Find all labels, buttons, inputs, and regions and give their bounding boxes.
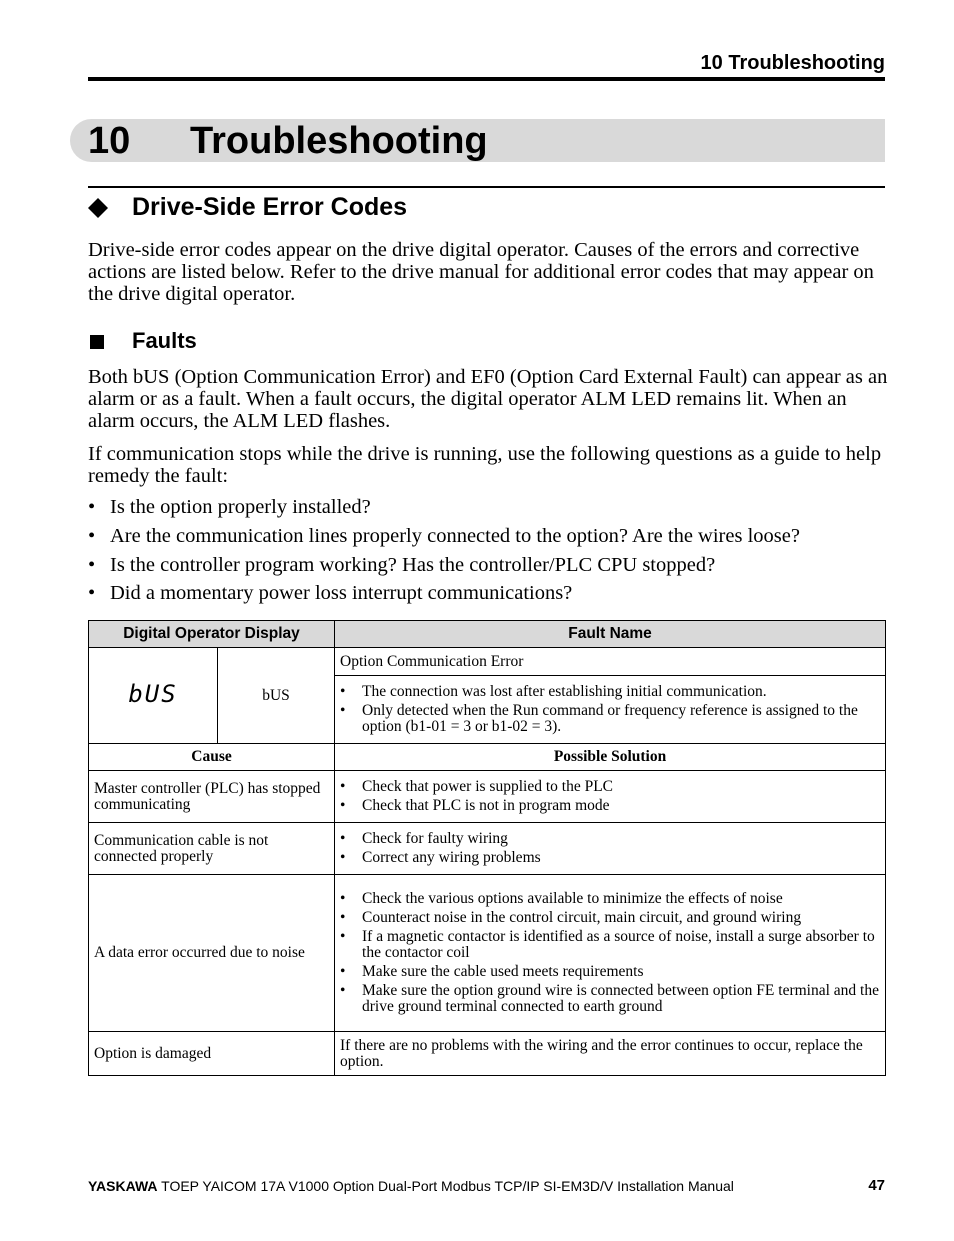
seven-segment-display: bUS [128, 679, 178, 708]
list-item: • Make sure the cable used meets requirements [340, 964, 880, 980]
list-item: • Check that PLC is not in program mode [340, 798, 880, 814]
footer-manual-title: TOEP YAICOM 17A V1000 Option Dual-Port Modbus TCP/IP SI-EM3D/V Installation Manual [161, 1178, 734, 1194]
cause-cell: Communication cable is not connected properly [89, 823, 335, 875]
faults-paragraph: Both bUS (Option Communication Error) and EF0 (Option Card External Fault) can appear as an alarm or as a fault. When a fault occurs, the digital operator ALM LED remains lit. When an alarm occurs, the ALM LED flashes. [88, 366, 888, 432]
section-title: Drive-Side Error Codes [132, 193, 408, 221]
list-item: • Make sure the option ground wire is connected between option FE terminal and the drive ground terminal connected to earth ground [340, 983, 880, 1015]
header-fault-name: Fault Name [335, 621, 886, 648]
solution-cell [335, 771, 886, 823]
header-solution: Possible Solution [335, 744, 886, 771]
section-rule [88, 186, 885, 188]
list-item: • Counteract noise in the control circuit, main circuit, and ground wiring [340, 910, 880, 926]
header-cause: Cause [89, 744, 335, 771]
list-item: • Is the controller program working? Has the controller/PLC CPU stopped? [88, 554, 716, 576]
cause-cell: Master controller (PLC) has stopped communicating [89, 771, 335, 823]
intro-paragraph: Drive-side error codes appear on the drive digital operator. Causes of the errors and corrective actions are listed below. Refer to the drive manual for additional error codes that may appear on the drive digital operator. [88, 239, 874, 305]
header-rule [88, 77, 885, 81]
solution-cell [335, 875, 886, 1032]
list-item: • Correct any wiring problems [340, 850, 880, 866]
list-item: • Only detected when the Run command or frequency reference is assigned to the option (b1-01 = 3 or b1-02 = 3). [340, 703, 880, 735]
list-item: • The connection was lost after establishing initial communication. [340, 684, 880, 700]
display-text: bUS [218, 648, 335, 744]
solution-cell [335, 823, 886, 875]
chapter-title: Troubleshooting [190, 120, 488, 162]
list-item: • Check for faulty wiring [340, 831, 880, 847]
fault-notes [335, 676, 886, 744]
list-item: • Check the various options available to minimize the effects of noise [340, 891, 880, 907]
guide-paragraph: If communication stops while the drive is running, use the following questions as a guide to help remedy the fault: [88, 443, 882, 487]
chapter-number: 10 [88, 120, 131, 162]
footer-title [88, 1178, 734, 1194]
subsection-title: Faults [132, 328, 197, 353]
cause-cell: A data error occurred due to noise [89, 875, 335, 1032]
cause-cell: Option is damaged [89, 1032, 335, 1076]
page-number: 47 [868, 1177, 885, 1194]
fault-table [88, 620, 886, 1076]
fault-name: Option Communication Error [335, 648, 886, 676]
square-icon [90, 335, 104, 349]
list-item: • Is the option properly installed? [88, 496, 371, 518]
list-item: • Check that power is supplied to the PLC [340, 779, 880, 795]
diamond-icon [88, 198, 108, 218]
list-item: • Did a momentary power loss interrupt communications? [88, 582, 573, 604]
footer-brand: YASKAWA [88, 1178, 158, 1194]
list-item: • Are the communication lines properly connected to the option? Are the wires loose? [88, 525, 800, 547]
header-display: Digital Operator Display [89, 621, 335, 648]
running-head: 10 Troubleshooting [700, 52, 885, 74]
list-item: • If a magnetic contactor is identified as a source of noise, install a surge absorber to the contactor coil [340, 929, 880, 961]
display-glyph-cell [89, 648, 218, 744]
solution-cell: If there are no problems with the wiring and the error continues to occur, replace the option. [335, 1032, 886, 1076]
